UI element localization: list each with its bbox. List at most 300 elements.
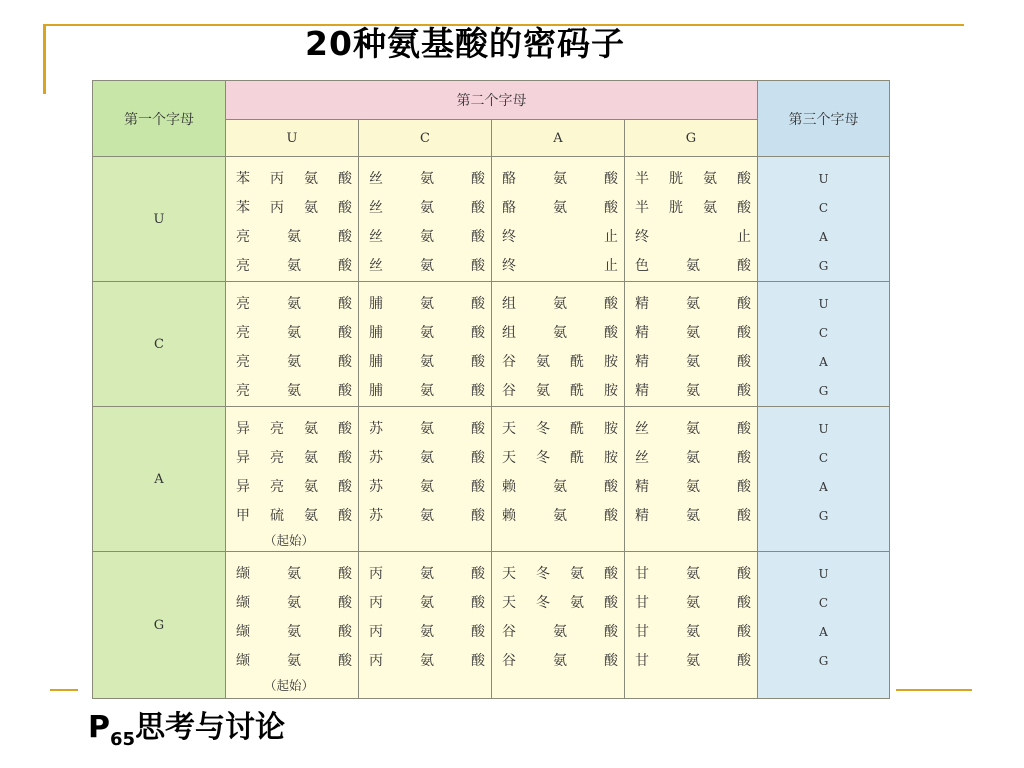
amino-acid-char: 酸 [471,296,485,312]
amino-acid-char: 氨 [420,624,434,640]
amino-acid-char: 精 [635,479,649,495]
amino-acid-char: 酸 [604,653,618,669]
third-letter-g: G [818,259,829,273]
third-letter-a: A [819,230,828,244]
amino-acid-line [236,348,352,377]
amino-acid-char: 丙 [369,566,383,582]
amino-acid-char: 甲 [236,508,250,524]
amino-acid-line [635,560,751,589]
amino-acid-char: 酸 [604,200,618,216]
amino-acid-char: 氨 [420,296,434,312]
amino-acid-line [369,444,485,473]
amino-acid-char: 氨 [420,229,434,245]
amino-acid-char: 酸 [737,508,751,524]
codon-group-row [93,552,890,699]
amino-acid-char: 氨 [287,296,301,312]
amino-acid-char: 丙 [369,624,383,640]
amino-acid-char: 氨 [420,566,434,582]
amino-acid-char: 天 [502,595,516,611]
amino-acid-char: 丝 [369,171,383,187]
amino-acid-line [236,252,352,281]
start-codon-note: （起始） [264,533,315,548]
third-letter-a: A [819,480,828,494]
amino-acid-char: 氨 [420,479,434,495]
discussion-heading [88,702,285,750]
amino-acid-char: 酸 [471,595,485,611]
amino-acid-char: 氨 [287,566,301,582]
amino-acid-char: 天 [502,421,516,437]
first-letter-cell: A [93,407,226,552]
amino-acid-char: 氨 [553,624,567,640]
start-codon-note: （起始） [264,678,315,693]
amino-acid-char: 甘 [635,595,649,611]
amino-acid-line [369,618,485,647]
amino-acid-line [635,647,751,676]
amino-acid-char: 酸 [471,200,485,216]
amino-acid-char: 氨 [420,508,434,524]
amino-acid-char: 止 [604,258,618,274]
first-letter-cell: C [93,282,226,407]
amino-acid-char: 氨 [287,383,301,399]
amino-acid-line [502,502,618,531]
amino-acid-char: 丝 [369,229,383,245]
amino-acid-char: 亮 [236,383,250,399]
amino-acid-line [236,473,352,502]
third-letter-c: C [818,201,829,215]
amino-acid-line [369,194,485,223]
amino-acid-char: 氨 [420,421,434,437]
amino-acid-char: 酸 [471,383,485,399]
amino-acid-cell [359,407,492,552]
amino-acid-line [502,290,618,319]
amino-acid-char: 氨 [686,653,700,669]
amino-acid-line [236,377,352,406]
amino-acid-line [502,252,618,281]
amino-acid-char: 苯 [236,200,250,216]
amino-acid-line [502,165,618,194]
amino-acid-char: 酸 [604,508,618,524]
amino-acid-char: 异 [236,479,250,495]
third-letter-cell [758,157,890,282]
amino-acid-char: 酸 [604,566,618,582]
amino-acid-char: 酸 [338,595,352,611]
amino-acid-line [635,502,751,531]
amino-acid-char: 苯 [236,171,250,187]
amino-acid-char: 氨 [287,354,301,370]
third-letter-a: A [819,355,828,369]
header-third-letter: 第三个字母 [758,81,890,157]
amino-acid-line [635,415,751,444]
amino-acid-char: 氨 [287,258,301,274]
amino-acid-char: 亮 [270,479,284,495]
amino-acid-char: 酸 [604,296,618,312]
amino-acid-char: 酸 [338,479,352,495]
amino-acid-char: 亮 [236,229,250,245]
amino-acid-char: 氨 [536,383,550,399]
amino-acid-line [635,252,751,281]
amino-acid-char: 氨 [553,200,567,216]
amino-acid-char: 酸 [604,325,618,341]
amino-acid-line [635,319,751,348]
amino-acid-char: 亮 [236,258,250,274]
amino-acid-char: 苏 [369,421,383,437]
codon-body [93,157,890,699]
amino-acid-line [502,647,618,676]
amino-acid-char: 酸 [338,229,352,245]
amino-acid-char: 酪 [502,171,516,187]
amino-acid-line [369,348,485,377]
amino-acid-line [635,194,751,223]
amino-acid-char: 丝 [635,421,649,437]
amino-acid-char: 酸 [737,296,751,312]
amino-acid-char: 亮 [236,325,250,341]
amino-acid-char: 氨 [420,653,434,669]
amino-acid-char: 氨 [553,508,567,524]
third-letter-cell [758,282,890,407]
amino-acid-char: 脯 [369,325,383,341]
amino-acid-line [369,252,485,281]
amino-acid-line [635,290,751,319]
amino-acid-line [635,348,751,377]
third-letter-u: U [818,567,829,581]
amino-acid-char: 亮 [236,354,250,370]
amino-acid-char: 丙 [369,653,383,669]
amino-acid-char: 氨 [287,624,301,640]
amino-acid-cell [492,407,625,552]
amino-acid-char: 止 [737,229,751,245]
amino-acid-char: 半 [635,200,649,216]
amino-acid-char: 缬 [236,566,250,582]
amino-acid-char: 谷 [502,624,516,640]
amino-acid-char: 酸 [338,325,352,341]
amino-acid-cell [625,552,758,699]
amino-acid-char: 氨 [686,296,700,312]
amino-acid-char: 冬 [536,595,550,611]
amino-acid-char: 酸 [737,258,751,274]
amino-acid-line [502,377,618,406]
amino-acid-char: 组 [502,325,516,341]
amino-acid-char: 谷 [502,383,516,399]
amino-acid-char: 脯 [369,354,383,370]
amino-acid-line [236,415,352,444]
amino-acid-char: 赖 [502,479,516,495]
amino-acid-line [502,444,618,473]
amino-acid-char: 氨 [304,421,318,437]
amino-acid-char: 氨 [686,508,700,524]
amino-acid-char: 氨 [420,595,434,611]
amino-acid-char: 精 [635,354,649,370]
amino-acid-char: 胺 [604,450,618,466]
amino-acid-cell [359,282,492,407]
amino-acid-cell [226,157,359,282]
amino-acid-char: 苏 [369,508,383,524]
amino-acid-char: 氨 [553,296,567,312]
amino-acid-char: 丝 [369,200,383,216]
amino-acid-char: 氨 [420,450,434,466]
amino-acid-line [369,319,485,348]
third-letter-c: C [818,451,829,465]
amino-acid-char: 酸 [338,508,352,524]
amino-acid-line [369,165,485,194]
amino-acid-char: 丝 [635,450,649,466]
amino-acid-char: 苏 [369,450,383,466]
amino-acid-char: 酸 [737,325,751,341]
amino-acid-char: 氨 [553,653,567,669]
amino-acid-cell [226,407,359,552]
amino-acid-char: 酸 [338,421,352,437]
amino-acid-char: 胺 [604,383,618,399]
amino-acid-cell [226,552,359,699]
amino-acid-char: 氨 [686,258,700,274]
amino-acid-char: 酸 [338,450,352,466]
third-letter-cell [758,407,890,552]
amino-acid-char: 氨 [686,450,700,466]
amino-acid-line [236,290,352,319]
amino-acid-char: 氨 [553,171,567,187]
amino-acid-char: 酸 [737,383,751,399]
amino-acid-line [502,223,618,252]
amino-acid-char: 酸 [338,171,352,187]
amino-acid-char: 精 [635,296,649,312]
amino-acid-char: 氨 [420,171,434,187]
amino-acid-char: 酸 [471,258,485,274]
codon-group-row [93,157,890,282]
amino-acid-char: 氨 [686,566,700,582]
amino-acid-line [502,618,618,647]
amino-acid-char: 酸 [737,171,751,187]
amino-acid-cell [492,552,625,699]
second-letter-u: U [226,120,359,157]
amino-acid-line [635,223,751,252]
amino-acid-char: 冬 [536,421,550,437]
amino-acid-line [236,223,352,252]
amino-acid-char: 氨 [304,200,318,216]
amino-acid-cell [625,157,758,282]
amino-acid-char: 酰 [570,383,584,399]
amino-acid-line [236,319,352,348]
amino-acid-char: 酸 [338,200,352,216]
amino-acid-char: 酸 [471,566,485,582]
third-letter-a: A [819,625,828,639]
amino-acid-char: 胺 [604,354,618,370]
amino-acid-char: 酸 [338,258,352,274]
amino-acid-char: 精 [635,325,649,341]
amino-acid-line [502,415,618,444]
amino-acid-char: 苏 [369,479,383,495]
amino-acid-char: 酸 [737,450,751,466]
amino-acid-char: 甘 [635,624,649,640]
first-letter-cell: G [93,552,226,699]
amino-acid-char: 酰 [570,354,584,370]
amino-acid-char: 亮 [236,296,250,312]
amino-acid-char: 氨 [703,171,717,187]
amino-acid-char: 酸 [737,566,751,582]
amino-acid-char: 冬 [536,566,550,582]
amino-acid-char: 谷 [502,354,516,370]
amino-acid-char: 赖 [502,508,516,524]
amino-acid-line [635,473,751,502]
amino-acid-line [635,444,751,473]
third-letter-u: U [818,297,829,311]
amino-acid-char: 酸 [471,354,485,370]
amino-acid-char: 氨 [570,566,584,582]
amino-acid-line [369,647,485,676]
amino-acid-char: 酸 [338,653,352,669]
amino-acid-char: 氨 [686,421,700,437]
amino-acid-char: 胱 [669,171,683,187]
amino-acid-char: 脯 [369,296,383,312]
amino-acid-char: 酸 [338,354,352,370]
amino-acid-char: 酸 [737,653,751,669]
header-second-letter: 第二个字母 [226,81,758,120]
amino-acid-char: 天 [502,450,516,466]
amino-acid-char: 酸 [471,479,485,495]
amino-acid-char: 终 [502,258,516,274]
codon-table [92,80,890,699]
amino-acid-char: 酸 [471,421,485,437]
amino-acid-char: 精 [635,383,649,399]
amino-acid-char: 丙 [270,200,284,216]
amino-acid-char: 氨 [304,479,318,495]
amino-acid-char: 氨 [287,653,301,669]
amino-acid-char: 酸 [737,200,751,216]
amino-acid-char: 缬 [236,653,250,669]
amino-acid-char: 氨 [420,383,434,399]
amino-acid-char: 氨 [570,595,584,611]
amino-acid-char: 氨 [304,508,318,524]
third-letter-c: C [818,326,829,340]
amino-acid-line [369,473,485,502]
page-number-subscript: 65 [110,729,136,750]
amino-acid-char: 酸 [604,171,618,187]
amino-acid-char: 亮 [270,421,284,437]
third-letter-g: G [818,654,829,668]
amino-acid-line [236,502,352,531]
amino-acid-line [502,194,618,223]
amino-acid-char: 氨 [553,479,567,495]
amino-acid-char: 异 [236,450,250,466]
second-letter-c: C [359,120,492,157]
first-letter-cell: U [93,157,226,282]
amino-acid-char: 组 [502,296,516,312]
codon-group-row [93,282,890,407]
amino-acid-char: 氨 [304,450,318,466]
amino-acid-char: 异 [236,421,250,437]
amino-acid-char: 氨 [536,354,550,370]
amino-acid-line [369,502,485,531]
amino-acid-line [236,444,352,473]
amino-acid-char: 酸 [471,624,485,640]
amino-acid-char: 酸 [471,450,485,466]
amino-acid-char: 亮 [270,450,284,466]
amino-acid-line [502,319,618,348]
amino-acid-line [502,560,618,589]
amino-acid-line [635,618,751,647]
amino-acid-char: 谷 [502,653,516,669]
second-letter-a: A [492,120,625,157]
amino-acid-cell [625,407,758,552]
amino-acid-char: 酸 [737,354,751,370]
amino-acid-char: 丙 [270,171,284,187]
third-letter-c: C [818,596,829,610]
amino-acid-cell [492,157,625,282]
amino-acid-char: 缬 [236,595,250,611]
amino-acid-line [236,647,352,676]
amino-acid-cell [359,157,492,282]
amino-acid-char: 酸 [604,595,618,611]
amino-acid-char: 胱 [669,200,683,216]
amino-acid-line [369,377,485,406]
amino-acid-char: 氨 [686,325,700,341]
amino-acid-char: 氨 [287,595,301,611]
amino-acid-char: 酸 [737,624,751,640]
amino-acid-char: 酸 [471,653,485,669]
amino-acid-char: 酸 [471,171,485,187]
amino-acid-line [502,589,618,618]
amino-acid-char: 甘 [635,566,649,582]
amino-acid-char: 酸 [737,421,751,437]
amino-acid-line [369,560,485,589]
amino-acid-char: 氨 [686,354,700,370]
third-letter-u: U [818,422,829,436]
amino-acid-cell [492,282,625,407]
amino-acid-char: 半 [635,171,649,187]
amino-acid-line [635,589,751,618]
amino-acid-char: 酰 [570,450,584,466]
amino-acid-cell [359,552,492,699]
amino-acid-line [369,290,485,319]
amino-acid-char: 胺 [604,421,618,437]
amino-acid-line [369,589,485,618]
amino-acid-char: 甘 [635,653,649,669]
amino-acid-line [502,348,618,377]
amino-acid-char: 缬 [236,624,250,640]
amino-acid-char: 色 [635,258,649,274]
amino-acid-line [236,560,352,589]
amino-acid-char: 氨 [287,229,301,245]
amino-acid-char: 终 [635,229,649,245]
amino-acid-char: 氨 [703,200,717,216]
amino-acid-char: 冬 [536,450,550,466]
amino-acid-char: 天 [502,566,516,582]
amino-acid-char: 氨 [686,383,700,399]
third-letter-g: G [818,384,829,398]
amino-acid-char: 精 [635,508,649,524]
amino-acid-char: 丝 [369,258,383,274]
amino-acid-char: 酸 [338,624,352,640]
amino-acid-line [236,589,352,618]
amino-acid-line [236,194,352,223]
amino-acid-line [635,377,751,406]
amino-acid-char: 硫 [270,508,284,524]
amino-acid-line [236,165,352,194]
bottom-left-accent-line [50,689,78,691]
amino-acid-char: 氨 [287,325,301,341]
amino-acid-char: 酰 [570,421,584,437]
amino-acid-char: 终 [502,229,516,245]
third-letter-cell [758,552,890,699]
discussion-heading-text: 思考与讨论 [135,710,286,745]
amino-acid-char: 氨 [420,325,434,341]
amino-acid-char: 氨 [686,479,700,495]
amino-acid-char: 氨 [304,171,318,187]
amino-acid-line [369,415,485,444]
amino-acid-char: 氨 [420,354,434,370]
amino-acid-line [369,223,485,252]
amino-acid-char: 氨 [686,624,700,640]
third-letter-g: G [818,509,829,523]
amino-acid-line [236,618,352,647]
